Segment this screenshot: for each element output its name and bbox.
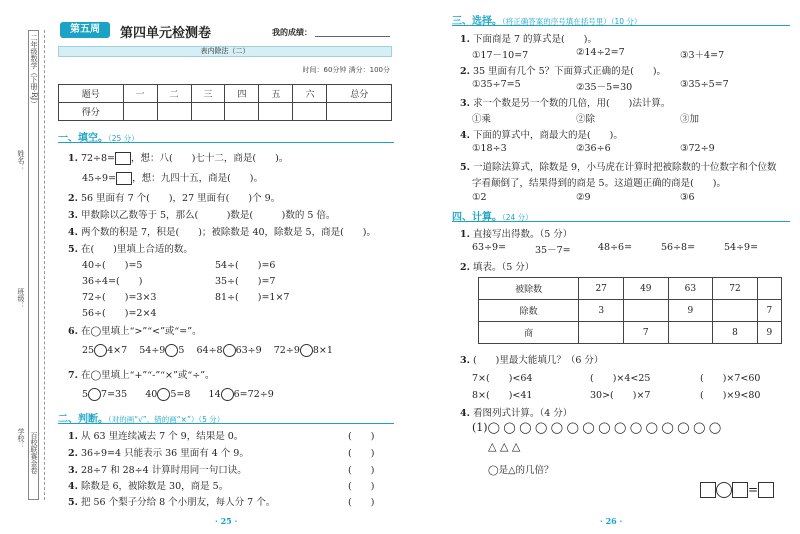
question-4: 4. 两个数的积是 7，积是( )；被除数是 40，除数是 5，商是( )。: [68, 227, 377, 238]
choice-1: 1. 下面商是 7 的算式是( )。: [460, 34, 597, 45]
answer-square[interactable]: [758, 482, 774, 498]
judge-1: 1. 从 63 里连续减去 7 个 9，结果是 0。: [68, 431, 244, 442]
score-table-row: 得分: [59, 103, 392, 121]
score-table: [58, 84, 392, 121]
q6-items: 25 4×7 54÷9 5 64÷8 63÷9 72÷9 8×1: [82, 345, 333, 356]
calc-3: 3. ( )里最大能填几？（6 分）: [460, 355, 604, 366]
q5-item: 40÷( )=5: [82, 260, 143, 271]
section-divider: [58, 423, 394, 424]
judge-answer[interactable]: ( ): [348, 465, 375, 476]
score-table-header: 题号 一 二 三 四 五 六 总分: [59, 85, 392, 103]
section-divider: [452, 221, 790, 222]
section-divider: [58, 142, 394, 143]
calc-4: 4. 看图列式计算。（4 分）: [460, 408, 573, 419]
question-3: 3. 甲数除以乙数等于 5，那么( )数是( )数的 5 倍。: [68, 210, 336, 221]
subtitle-bar: 表内除法（二）: [58, 46, 392, 57]
answer-box: [115, 152, 131, 165]
page-number: · 26 ·: [600, 516, 623, 526]
question-7: 7. 在◯里填上“+”“-”“×”或“÷”。: [68, 370, 215, 381]
calc-1: 1. 直接写出得数。（5 分）: [460, 229, 573, 240]
q5-item: 72÷( )=3×3: [82, 292, 157, 303]
calc-item: 54÷9=: [724, 242, 759, 253]
choice-option: ①2: [472, 192, 487, 203]
question-2: 2. 56 里面有 7 个( )，27 里面有( )个 9。: [68, 193, 281, 204]
calc-2: 2. 填表。（5 分）: [460, 262, 535, 273]
section-judge-title: 二、判断。（对的画“√”，错的画“×”）（5 分）: [58, 414, 225, 425]
calc-item: ( )×4<25: [590, 373, 651, 384]
choice-option: ③6: [680, 192, 695, 203]
choice-3: 3. 求一个数是另一个数的几倍，用( )法计算。: [460, 98, 671, 109]
calc-item: 7×( )<64: [472, 373, 533, 384]
calc-item: 63÷9=: [472, 242, 507, 253]
judge-answer[interactable]: ( ): [348, 497, 375, 508]
choice-5-cont: 字看颠倒了，结果得到的商是 5。这道题正确的商是( )。: [472, 178, 726, 189]
fill-row-quotient: 商 7 8 9: [479, 322, 782, 344]
choice-4: 4. 下面的算式中，商最大的是( )。: [460, 130, 623, 141]
answer-box: [116, 172, 132, 185]
cut-line: [44, 30, 45, 500]
right-page: [400, 0, 800, 534]
time-info: 时间：60分钟 满分：100分: [302, 66, 390, 74]
choice-option: ②35－5=30: [576, 82, 633, 93]
q5-item: 56÷( )=2×4: [82, 308, 157, 319]
school-label: 学校：: [17, 428, 25, 449]
choice-option: ②9: [576, 192, 591, 203]
choice-option: ③72÷9: [680, 143, 715, 154]
choice-option: ②除: [576, 114, 596, 125]
q5-item: 54÷( )=6: [215, 260, 276, 271]
q7-items: 5 7=35 40 5=8 14 6=72÷9: [82, 389, 274, 400]
score-label: 我的成绩：: [272, 28, 312, 37]
judge-answer[interactable]: ( ): [348, 448, 375, 459]
judge-4: 4. 除数是 6，被除数是 30，商是 5。: [68, 481, 229, 492]
brand-label: 百校联赛金卷: [30, 432, 38, 474]
question-1b: 45÷9= ，想：九四十五，商是( )。: [82, 173, 263, 184]
judge-5: 5. 把 56 个梨子分给 8 个小朋友，每人分 7 个。: [68, 497, 276, 508]
page-title: 第四单元检测卷: [120, 26, 212, 41]
section-fill-title: 一、填空。（25 分）: [58, 133, 139, 144]
choice-option: ③加: [680, 114, 700, 125]
choice-option: ①17－10=7: [472, 50, 529, 61]
fill-table: [478, 277, 782, 344]
score-line: [315, 36, 390, 37]
section-divider: [452, 25, 790, 26]
week-badge: 第五周: [60, 22, 110, 38]
picture-question: ◯是△的几倍？: [488, 465, 554, 476]
answer-equation: =: [700, 482, 774, 498]
section-calc-title: 四、计算。（24 分）: [452, 212, 533, 223]
calc-item: 35－7=: [535, 245, 571, 256]
name-label: 姓名：: [17, 150, 25, 171]
question-1a: 1. 72÷8= ，想：八( )七十二，商是( )。: [68, 153, 289, 164]
choice-5: 5. 一道除法算式，除数是 9，小马虎在计算时把被除数的十位数字和个位数: [460, 162, 777, 173]
q5-item: 36÷4=( ): [82, 276, 143, 287]
calc-item: 8×( )<41: [472, 390, 533, 401]
judge-answer[interactable]: ( ): [348, 481, 375, 492]
judge-3: 3. 28÷7 和 28÷4 计算时用同一句口诀。: [68, 465, 247, 476]
circle-row: (1)◯ ◯ ◯ ◯ ◯ ◯ ◯ ◯ ◯ ◯ ◯ ◯ ◯ ◯ ◯: [472, 421, 722, 434]
calc-item: ( )×7<60: [700, 373, 761, 384]
choice-option: ③35÷5=7: [680, 79, 729, 90]
triangle-row: △ △ △: [488, 440, 521, 453]
fill-row-divisor: 除数 3 9 7: [479, 300, 782, 322]
class-label: 班级：: [17, 288, 25, 309]
answer-square[interactable]: [732, 482, 748, 498]
choice-option: ①乘: [472, 114, 492, 125]
choice-option: ①18÷3: [472, 143, 507, 154]
q5-item: 35÷( )=7: [215, 276, 276, 287]
section-choice-title: 三、选择。（将正确答案的序号填在括号里）（10 分）: [452, 16, 642, 27]
choice-option: ②14÷2=7: [576, 47, 625, 58]
choice-option: ①35÷7=5: [472, 79, 521, 90]
calc-item: 56÷8=: [661, 242, 696, 253]
q5-item: 81÷( )=1×7: [215, 292, 290, 303]
question-6: 6. 在◯里填上“>”“<”或“=”。: [68, 326, 202, 337]
answer-square[interactable]: [700, 482, 716, 498]
grade-label: 二年级数学（下册·RJ）: [30, 34, 38, 108]
judge-2: 2. 36÷9=4 只能表示 36 里面有 4 个 9。: [68, 448, 249, 459]
judge-answer[interactable]: ( ): [348, 431, 375, 442]
choice-option: ③3＋4=7: [680, 50, 725, 61]
question-5: 5. 在( )里填上合适的数。: [68, 244, 193, 255]
fill-row-dividend: 被除数 27 49 63 72: [479, 278, 782, 300]
calc-item: 48÷6=: [598, 242, 633, 253]
calc-item: ( )×9<80: [700, 390, 761, 401]
operator-circle[interactable]: [716, 482, 732, 498]
page-number: · 25 ·: [215, 516, 238, 526]
calc-item: 30>( )×7: [590, 390, 651, 401]
choice-2: 2. 35 里面有几个 5？下面算式正确的是( )。: [460, 66, 667, 77]
choice-option: ②36÷6: [576, 143, 611, 154]
